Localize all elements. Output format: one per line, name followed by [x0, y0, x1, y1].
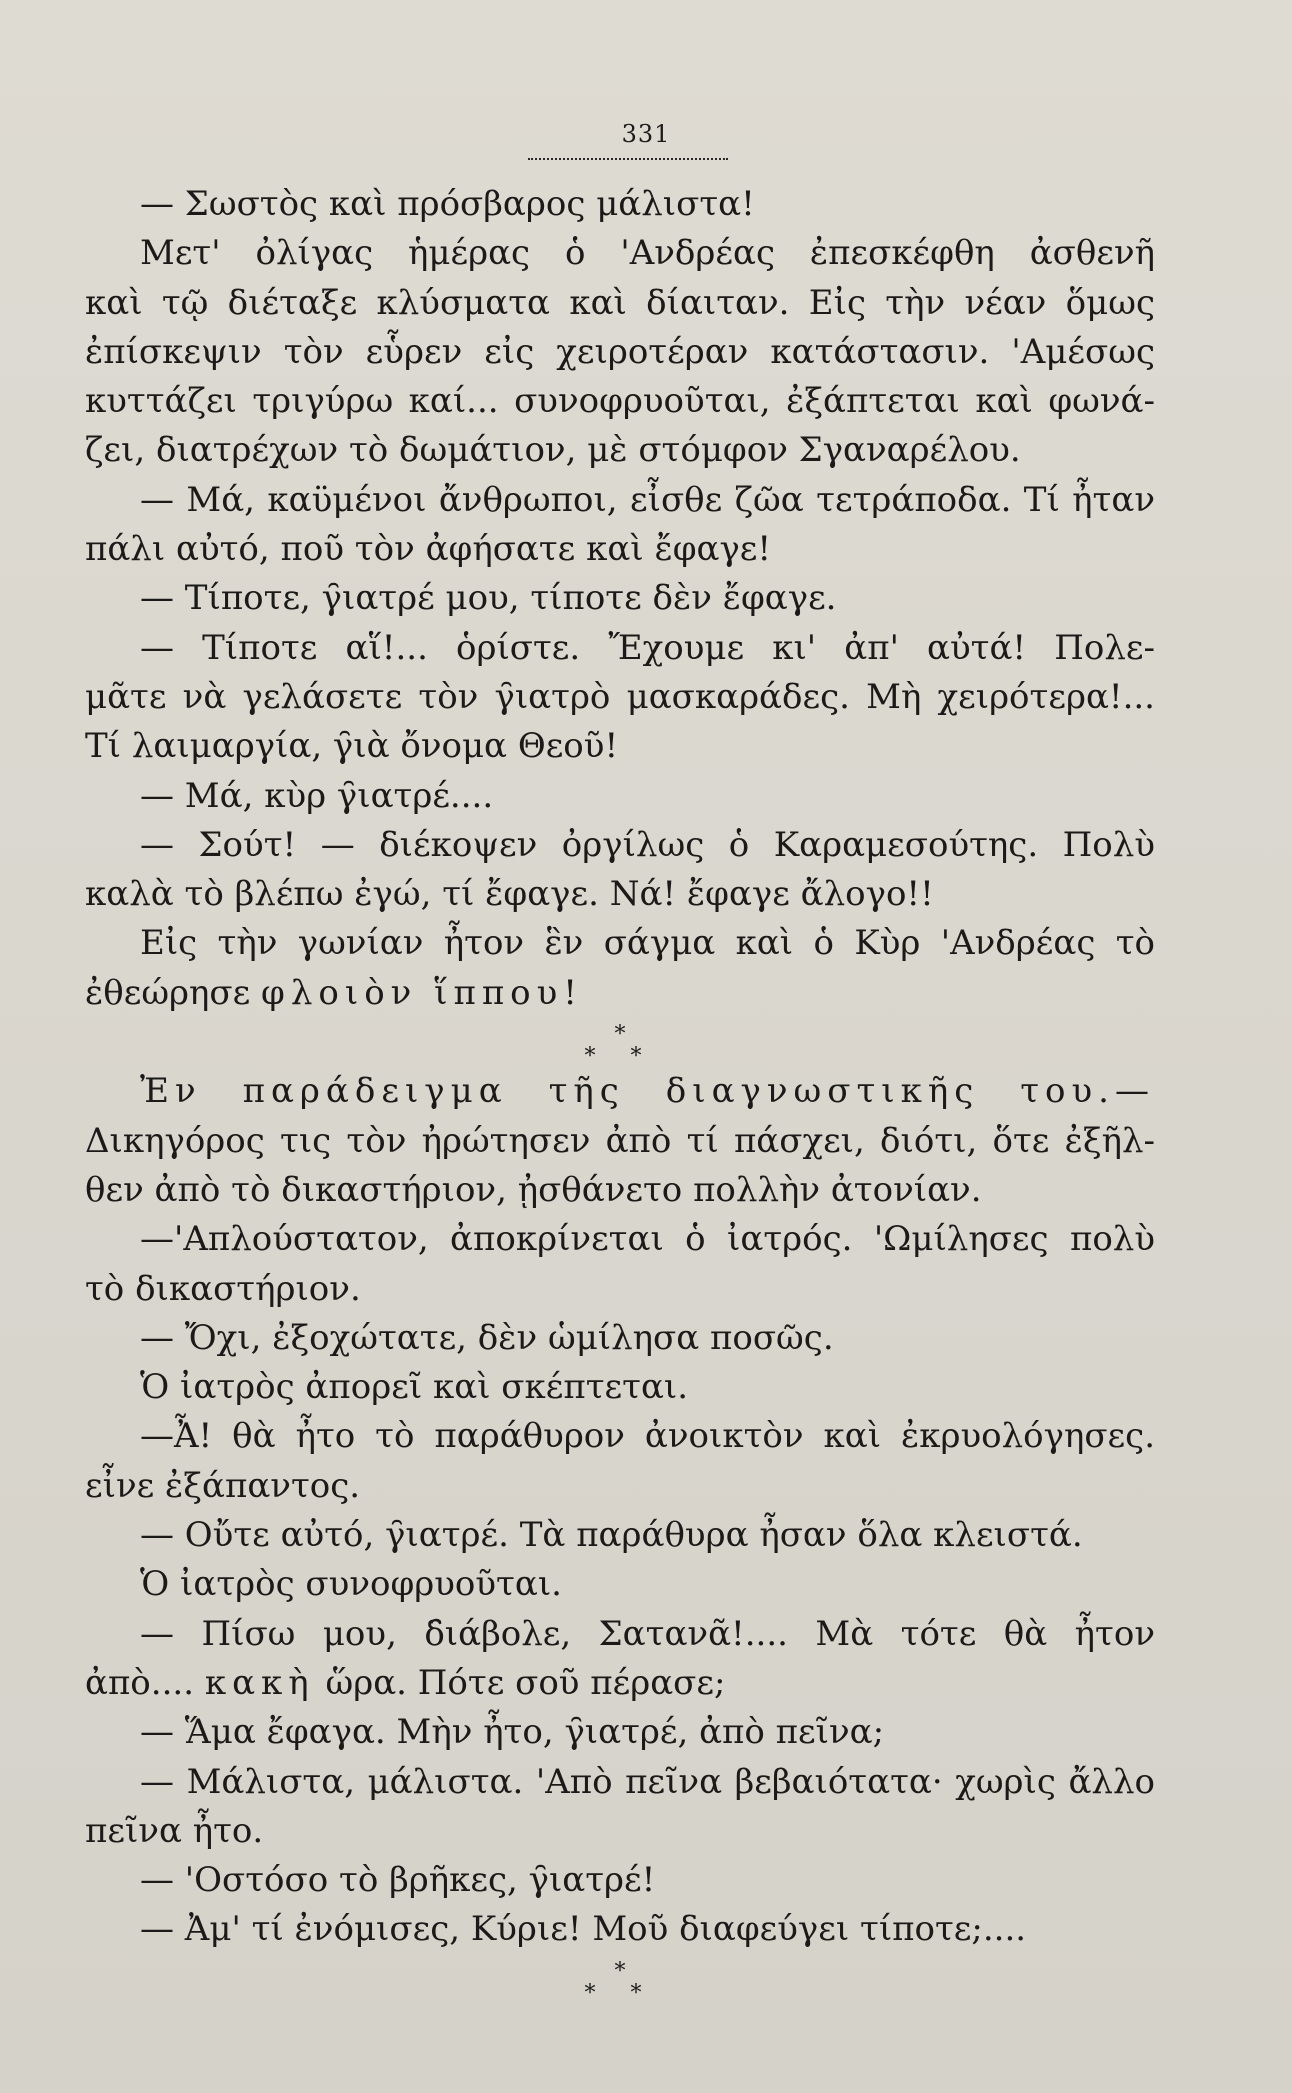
- text-line: ἐθεώρησε φλοιὸν ἵππου!: [85, 972, 583, 1013]
- text-line: Μετ' ὀλίγας ἡμέρας ὁ 'Ανδρέας ἐπεσκέφθη ἀσθενῆ: [140, 233, 1155, 274]
- text-line: καὶ τῷ διέταξε κλύσματα καὶ δίαιταν. Εἰς τὴν νέαν ὅμως: [85, 282, 1155, 323]
- text-line: — Πίσω μου, δ̑ιάβολε, Σατανᾶ!.... Μὰ τότε θὰ ἦτον: [140, 1613, 1155, 1654]
- page-number: 331: [621, 120, 671, 148]
- text-line: — 'Οστόσο τὸ βρῆκες, γ̑ιατρέ!: [140, 1860, 656, 1901]
- text-line: — Ἅμα ἔφαγα. Μὴν ἦτο, γ̑ιατρέ, ἀπὸ πεῖνα;: [140, 1712, 885, 1753]
- text-line: θεν ἀπὸ τὸ δικαστήριον, ᾐσθάνετο πολλὴν ἀτονίαν.: [85, 1169, 982, 1210]
- text-line: — Οὔτε αὐτό, γ̑ιατρέ. Τὰ παράθυρα ἦσαν ὅλα κλειστά.: [140, 1515, 1083, 1556]
- text-line: — Μά, κὺρ γ̑ιατρέ....: [140, 775, 494, 816]
- text-line: — Μάλιστα, μάλιστα. 'Απὸ πεῖνα βεβαιότατα· χωρὶς ἄλλο: [140, 1761, 1155, 1802]
- asterism-top: *: [614, 1022, 626, 1048]
- text-line: Ὁ ἰατρὸς συνοφρυοῦται.: [140, 1564, 562, 1605]
- text-line: — Σωστὸς καὶ πρόσβαρος μάλιστα!: [140, 184, 755, 224]
- text-line: εἶνε ἐξάπαντος.: [85, 1465, 361, 1506]
- page-number-rule: [528, 158, 728, 160]
- text-line: Ἐν παράδειγμα τῆς διαγνωστικῆς του.—: [140, 1071, 1155, 1112]
- text-line: — Ὄχι, ἐξοχώτατε, δὲν ὡμίλησα ποσῶς.: [140, 1317, 834, 1358]
- asterism-bottom: * *: [584, 1044, 656, 1070]
- asterism-separator: [85, 1955, 1155, 2004]
- text-line: Εἰς τὴν γωνίαν ἦτον ἓν σάγμα καὶ ὁ Κὺρ 'Ανδρέας τὸ: [140, 923, 1155, 964]
- text-line: κυττάζει τριγύρω καί... συνοφρυοῦται, ἐξάπτεται καὶ φωνά-: [85, 381, 1155, 422]
- text-line: Ὁ ἰατρὸς ἀπορεῖ καὶ σκέπτεται.: [140, 1367, 689, 1408]
- text-line: τὸ δικαστήριον.: [85, 1268, 361, 1309]
- text-line: — Τίποτε, γ̑ιατρέ μου, τίποτε δὲν ἔφαγε.: [140, 578, 837, 619]
- text-line: — Ἀμ' τί ἐνόμισες, Κύριε! Μοῦ διαφεύγει τίποτε;....: [140, 1909, 1027, 1950]
- emphasized-text: φλοιὸν ἵππου!: [261, 972, 583, 1013]
- text-line: —'Απλούστατον, ἀποκρίνεται ὁ ἰατρός. 'Ωμίλησες πολὺ: [140, 1219, 1155, 1260]
- text-line: ζει, διατρέχων τὸ δωμάτιον, μὲ στόμφον Σγαναρέλου.: [85, 430, 1021, 471]
- text-line: — Μά, καϋμένοι ἄνθρωποι, εἶσθε ζῶα τετράποδα. Τί ἦταν: [140, 479, 1155, 520]
- asterism-bottom: * *: [584, 1980, 656, 2006]
- emphasized-text: κακὴ: [204, 1662, 315, 1703]
- text-line: μᾶτε νὰ γελάσετε τὸν γ̑ιατρὸ μασκαράδες. Μὴ χειρότερα!...: [85, 676, 1155, 717]
- text-line: Δικηγόρος τις τὸν ἠρώτησεν ἀπὸ τί πάσχει, διότι, ὅτε ἐξῆλ-: [85, 1120, 1155, 1161]
- text-line: ἐπίσκεψιν τὸν εὗρεν εἰς χειροτέραν κατάστασιν. 'Αμέσως: [85, 331, 1155, 372]
- asterism-separator: [85, 1018, 1155, 1070]
- text-line: ἀπὸ.... κακὴ ὥρα. Πότε σοῦ πέρασε;: [85, 1662, 726, 1703]
- text-line: Τί λαιμαργία, γ̑ιὰ ὄνομα Θεοῦ!: [85, 726, 619, 767]
- text-line: πάλι αὐτό, ποῦ τὸν ἀφήσατε καὶ ἔφαγε!: [85, 529, 772, 570]
- text-line: καλὰ τὸ βλέπω ἐγώ, τί ἔφαγε. Νά! ἔφαγε ἄλογο!!: [85, 874, 934, 915]
- body-text: [85, 180, 1155, 2004]
- asterism-top: *: [614, 1958, 626, 1984]
- text-line: — Τίποτε αἵ!... ὁρίστε. Ἔχουμε κι' ἀπ' αὐτά! Πολε-: [140, 627, 1155, 668]
- text-line: —Ἆ! θὰ ἦτο τὸ παράθυρον ἀνοικτὸν καὶ ἐκρυολόγησες.: [140, 1416, 1155, 1457]
- text-line: πεῖνα ἦτο.: [85, 1810, 264, 1851]
- text-line: — Σούτ! — διέκοψεν ὀργίλως ὁ Καραμεσούτης. Πολὺ: [140, 824, 1155, 865]
